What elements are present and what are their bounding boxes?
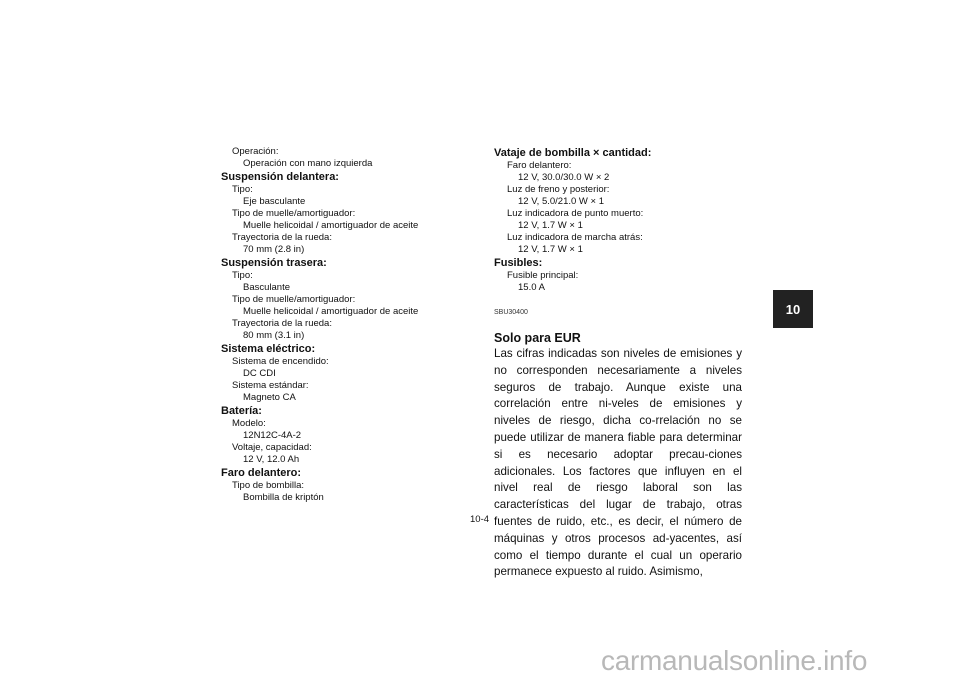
left-column — [221, 146, 471, 504]
faro-tipo-value: Bombilla de kriptón — [243, 492, 324, 503]
vataje-atras-label: Luz indicadora de marcha atrás: — [507, 232, 643, 243]
fusible-principal-label: Fusible principal: — [507, 270, 579, 281]
susp-tras-muelle-label: Tipo de muelle/amortiguador: — [232, 294, 356, 305]
estandar-value: Magneto CA — [243, 392, 296, 403]
modelo-value: 12N12C-4A-2 — [243, 430, 302, 441]
suspension-trasera-heading: Suspensión trasera: — [221, 257, 327, 269]
susp-del-muelle-value: Muelle helicoidal / amortiguador de aceite — [243, 220, 419, 231]
susp-del-tipo-value: Eje basculante — [243, 196, 306, 207]
susp-del-tipo-label: Tipo: — [232, 184, 253, 195]
operacion-value: Operación con mano izquierda — [243, 158, 373, 169]
vataje-faro-value: 12 V, 30.0/30.0 W × 2 — [518, 172, 610, 183]
right-column — [494, 146, 744, 581]
voltaje-value: 12 V, 12.0 Ah — [243, 454, 300, 465]
vataje-freno-label: Luz de freno y posterior: — [507, 184, 610, 195]
vataje-faro-label: Faro delantero: — [507, 160, 572, 171]
bateria-heading: Batería: — [221, 405, 262, 417]
vataje-neutro-value: 12 V, 1.7 W × 1 — [518, 220, 583, 231]
susp-del-trayectoria-label: Trayectoria de la rueda: — [232, 232, 332, 243]
fusibles-heading: Fusibles: — [494, 257, 543, 269]
susp-tras-muelle-value: Muelle helicoidal / amortiguador de aceite — [243, 306, 419, 317]
watermark: carmanualsonline.info — [601, 645, 868, 676]
susp-tras-tipo-value: Basculante — [243, 282, 291, 293]
faro-delantero-heading: Faro delantero: — [221, 467, 302, 479]
page-number: 10-4 — [470, 514, 490, 525]
section-code: SBU30400 — [494, 309, 528, 316]
vataje-neutro-label: Luz indicadora de punto muerto: — [507, 208, 644, 219]
eur-title: Solo para EUR — [494, 331, 581, 345]
susp-tras-trayectoria-label: Trayectoria de la rueda: — [232, 318, 332, 329]
vataje-heading: Vataje de bombilla × cantidad: — [494, 147, 652, 159]
suspension-delantera-heading: Suspensión delantera: — [221, 171, 339, 183]
susp-del-muelle-label: Tipo de muelle/amortiguador: — [232, 208, 356, 219]
modelo-label: Modelo: — [232, 418, 266, 429]
estandar-label: Sistema estándar: — [232, 380, 309, 391]
chapter-tab: 10 — [773, 290, 813, 328]
fusible-principal-value: 15.0 A — [518, 282, 545, 293]
eur-paragraph: Las cifras indicadas son niveles de emisiones y no corresponden necesariamente a niveles seguros de trabajo. Aunque existe una correlación entre ni-veles de emisiones y niveles de riesgo, dicha co-rrelación no se puede utilizar de manera fiable para determinar si es necesario adoptar precau-ciones adicionales. Los factores que influyen en el nivel real de riesgo laboral son las características del lugar de trabajo, otras fuentes de ruido, etc., es decir, el número de máquinas y otros procesos ad-yacentes, así como el tiempo durante el cual un operario permanece expuesto al ruido. Asimismo, — [494, 347, 742, 579]
vataje-atras-value: 12 V, 1.7 W × 1 — [518, 244, 583, 255]
voltaje-label: Voltaje, capacidad: — [232, 442, 312, 453]
susp-del-trayectoria-value: 70 mm (2.8 in) — [243, 244, 305, 255]
susp-tras-trayectoria-value: 80 mm (3.1 in) — [243, 330, 305, 341]
operacion-label: Operación: — [232, 146, 279, 157]
vataje-freno-value: 12 V, 5.0/21.0 W × 1 — [518, 196, 605, 207]
susp-tras-tipo-label: Tipo: — [232, 270, 253, 281]
faro-tipo-label: Tipo de bombilla: — [232, 480, 304, 491]
sistema-electrico-heading: Sistema eléctrico: — [221, 343, 316, 355]
encendido-value: DC CDI — [243, 368, 276, 379]
encendido-label: Sistema de encendido: — [232, 356, 329, 367]
